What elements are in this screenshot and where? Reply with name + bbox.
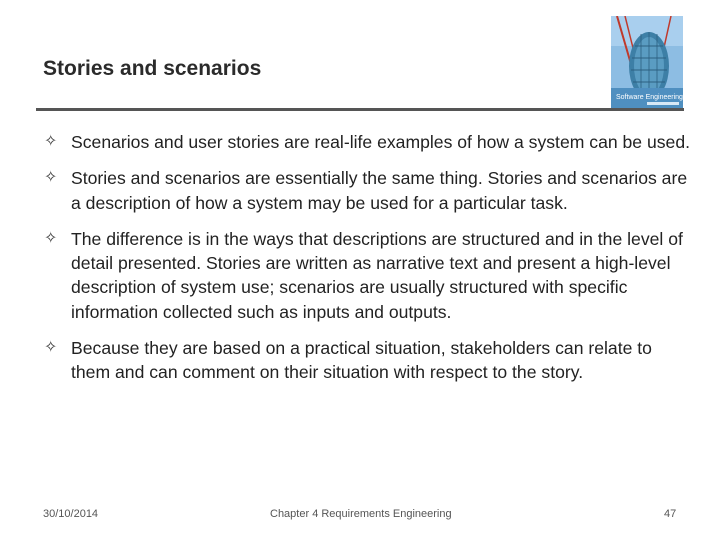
footer-date: 30/10/2014 [43,508,99,520]
four-point-star-icon: ✧ [44,229,58,247]
page-number: 47 [664,508,677,520]
bullet-text: Because they are based on a practical situation, stakeholders can relate to them and can comment on their situation with respect to the story. [71,338,652,383]
bullet-text: The difference is in the ways that descriptions are structured and in the level of detail presented. Stories are written as narrative text and present a high-level description of system use; scenarios are usually structured with specific information collected such as inputs and outputs. [71,228,683,322]
cover-title: Software Engineering [616,94,683,101]
bullet-list [44,130,694,397]
bullet-item [44,336,694,385]
four-point-star-icon: ✧ [44,133,58,150]
four-point-star-icon: ✧ [44,339,58,357]
title-divider [36,108,684,111]
four-point-star-icon: ✧ [44,169,58,187]
bullet-item [44,130,694,154]
bullet-item [44,227,694,324]
bullet-item [44,166,694,215]
slide-title: Stories and scenarios [43,57,262,80]
footer-chapter: Chapter 4 Requirements Engineering [270,508,452,520]
book-cover-image [611,16,683,108]
bullet-text: Scenarios and user stories are real-life examples of how a system can be used. [71,132,691,152]
bullet-text: Stories and scenarios are essentially the same thing. Stories and scenarios are a description of how a system may be used for a particular task. [71,168,688,213]
